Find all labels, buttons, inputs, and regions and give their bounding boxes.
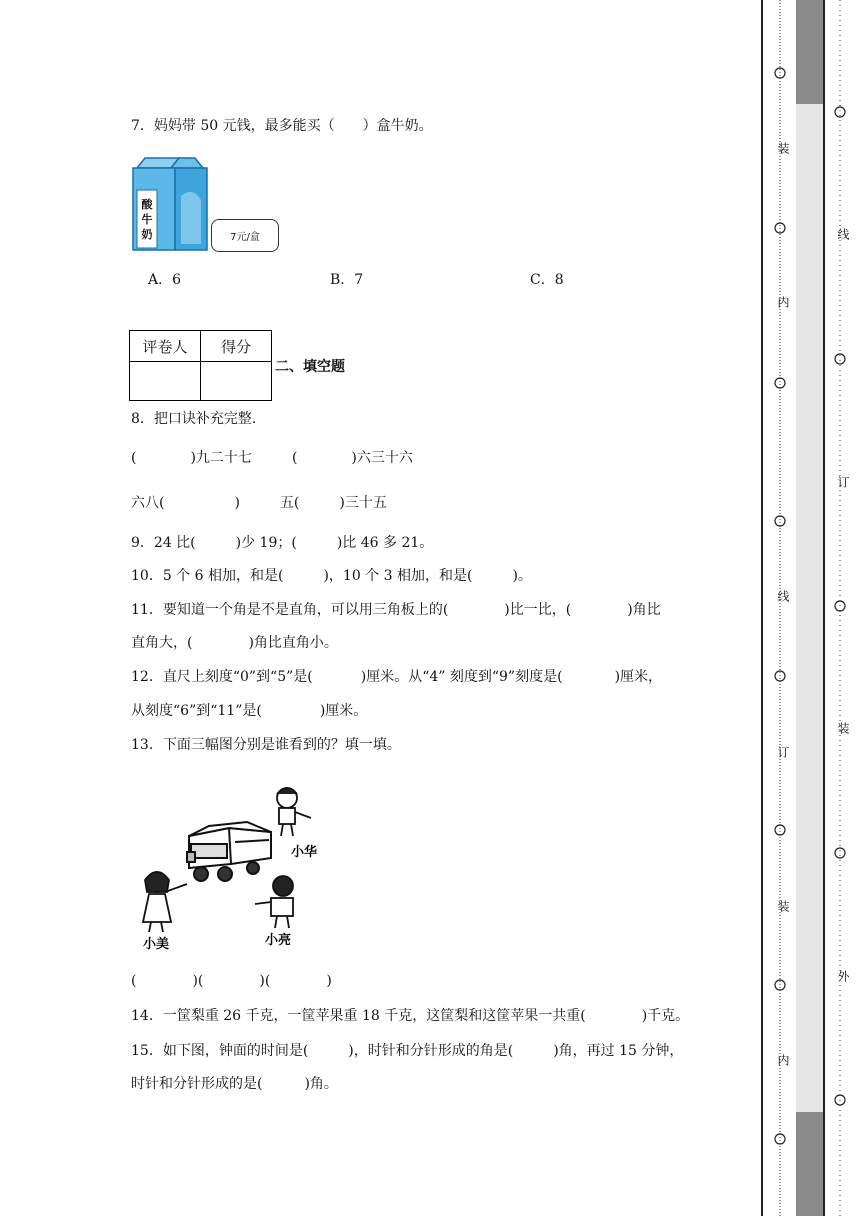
label-xiaohua: 小华	[291, 845, 318, 860]
q12-part1: 12．直尺上刻度“0”到“5”是(	[131, 669, 313, 685]
q12-line2-part2: )厘米。	[319, 703, 368, 719]
section-title: 二、填空题	[275, 359, 345, 375]
q8-row1b-open: (	[291, 450, 298, 466]
binding-label-nei-1: 内	[776, 296, 790, 308]
q10-part3: )。	[512, 568, 532, 584]
q15-line2-part1: 时针和分针形成的是(	[131, 1076, 263, 1092]
q14-part1: 14．一筐梨重 26 千克，一筐苹果重 18 千克，这筐梨和这筐苹果一共重(	[131, 1008, 586, 1024]
q9	[131, 533, 433, 553]
q7-option-c: C．8	[530, 272, 564, 288]
binding-margin	[760, 0, 860, 1216]
q8-row2b-close: )三十五	[339, 495, 387, 511]
q10	[131, 566, 532, 586]
q15-part3: )角，再过 15 分钟，	[553, 1043, 684, 1059]
q11-line2	[131, 633, 338, 653]
q11-part2: )比一比，(	[504, 602, 572, 618]
q7-option-a: A．6	[148, 272, 182, 288]
q11-line2-part1: 直角大，(	[131, 635, 193, 651]
binding-label-zhuang-1: 装	[776, 142, 790, 154]
q8-row2	[131, 493, 387, 513]
q9-part2: )少 19；(	[235, 535, 297, 551]
q15-part2: )，时针和分针形成的角是(	[348, 1043, 514, 1059]
q11-line2-part2: )角比直角小。	[248, 635, 338, 651]
q11-part3: )角比	[627, 602, 661, 618]
binding-label-ding-2: 订	[836, 476, 850, 488]
q13-answer-sep1: )(	[192, 973, 204, 989]
q9-part1: 9．24 比(	[131, 535, 196, 551]
binding-label-xian-1: 线	[776, 590, 790, 602]
label-xiaoliang: 小亮	[265, 933, 292, 948]
q14	[131, 1006, 689, 1026]
q12-line2-part1: 从刻度“6”到“11”是(	[131, 703, 262, 719]
svg-text:牛: 牛	[141, 213, 153, 226]
q13-answers	[131, 971, 332, 991]
q13-stem: 13．下面三幅图分别是谁看到的？填一填。	[131, 737, 401, 753]
q15-line2	[131, 1074, 338, 1094]
score-table-score-header: 得分	[201, 331, 272, 362]
score-cell	[201, 362, 272, 401]
truck-observers-image	[131, 782, 331, 954]
binding-label-ding-1: 订	[776, 746, 790, 758]
q15-line1	[131, 1041, 683, 1061]
q10-part2: )，10 个 3 相加，和是(	[323, 568, 473, 584]
q7-stem: 7．妈妈带 50 元钱，最多能买（ ）盒牛奶。	[131, 118, 433, 134]
carton-label: 酸	[141, 198, 153, 211]
q12-line2	[131, 701, 367, 721]
q8-row2b-open: 五(	[279, 495, 300, 511]
binding-label-xian-2: 线	[836, 228, 850, 240]
binding-label-wai: 外	[836, 970, 850, 982]
q8-row1	[131, 448, 413, 468]
q12-part2: )厘米。从“4” 刻度到“9”刻度是(	[360, 669, 563, 685]
q15-line2-part2: )角。	[304, 1076, 338, 1092]
q12-part3: )厘米，	[614, 669, 663, 685]
svg-text:奶: 奶	[141, 228, 153, 241]
q8-row1b-close: )六三十六	[351, 450, 413, 466]
q9-part3: )比 46 多 21。	[336, 535, 434, 551]
score-table-grader-header: 评卷人	[130, 331, 201, 362]
q12-line1	[131, 667, 662, 687]
q13-answer-close: )	[326, 973, 332, 989]
q14-part2: )千克。	[641, 1008, 690, 1024]
q13-answer-open: (	[131, 973, 137, 989]
score-table	[129, 330, 272, 401]
grader-cell	[130, 362, 201, 401]
binding-label-zhuang-2: 装	[776, 900, 790, 912]
q13-answer-sep2: )(	[259, 973, 271, 989]
binding-label-nei-2: 内	[776, 1054, 790, 1066]
q7-option-b: B．7	[330, 272, 364, 288]
q8-stem: 8．把口诀补充完整.	[131, 411, 257, 427]
q11-part1: 11．要知道一个角是不是直角，可以用三角板上的(	[131, 602, 449, 618]
price-tag: 7元/盒	[211, 219, 279, 252]
q11-line1	[131, 600, 661, 620]
label-xiaomei: 小美	[143, 937, 170, 952]
binding-lines	[760, 0, 860, 1216]
yogurt-carton-image	[131, 156, 209, 252]
q15-part1: 15．如下图，钟面的时间是(	[131, 1043, 309, 1059]
q8-row2a-open: 六八(	[131, 495, 165, 511]
q8-row1a-open: (	[131, 450, 137, 466]
q8-row1a-close: )九二十七	[190, 450, 252, 466]
q8-row2a-close: )	[234, 495, 240, 511]
binding-label-zhuang-3: 装	[836, 722, 850, 734]
q10-part1: 10．5 个 6 相加，和是(	[131, 568, 284, 584]
